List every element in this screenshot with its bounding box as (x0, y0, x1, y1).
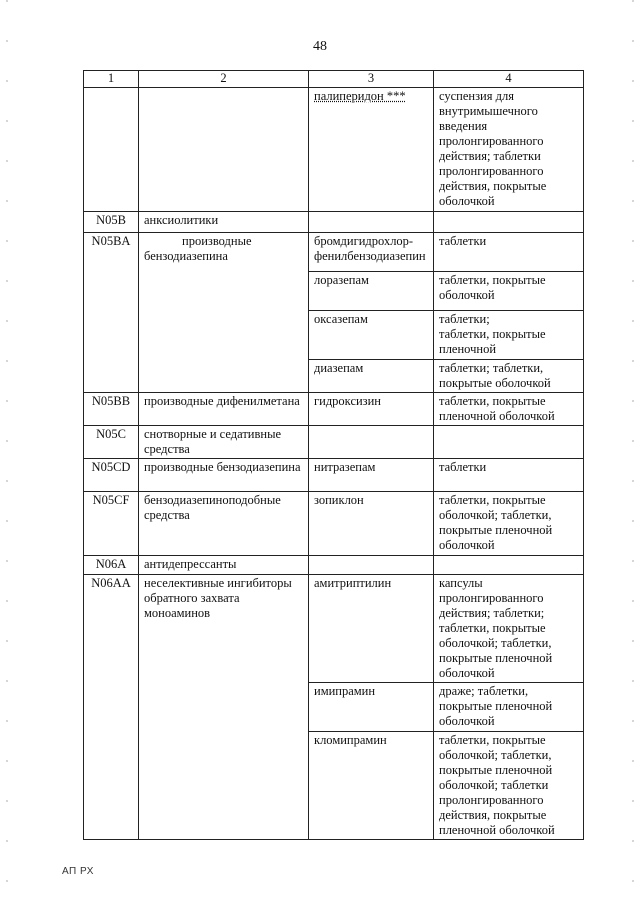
drug-cell: диазепам (309, 360, 434, 393)
form-cell (434, 556, 584, 575)
table-row (84, 233, 584, 272)
atc-code-cell: N06A (84, 556, 139, 575)
form-cell: таблетки, покрытые оболочкой; таблетки, покрытые пленочной оболочкой (434, 492, 584, 556)
atc-code-cell: N05BA (84, 233, 139, 393)
drug-cell: амитриптилин (309, 575, 434, 683)
form-cell: таблетки; таблетки, покрытые оболочкой (434, 360, 584, 393)
drug-classification-table (83, 70, 584, 840)
form-cell: капсулы пролонгированного действия; таблетки; таблетки, покрытые оболочкой; таблетки, покрытые пленочной оболочкой (434, 575, 584, 683)
atc-code-cell: N05BB (84, 393, 139, 426)
form-cell: таблетки (434, 459, 584, 492)
footer-stamp: АП РХ (62, 866, 94, 877)
header-cell-1: 1 (84, 71, 139, 88)
group-cell: бензодиазепиноподобные средства (139, 492, 309, 556)
group-cell: анксиолитики (139, 212, 309, 233)
table-row (84, 492, 584, 556)
drug-cell: кломипрамин (309, 732, 434, 840)
group-cell: антидепрессанты (139, 556, 309, 575)
table-row (84, 426, 584, 459)
group-cell: производные дифенилметана (139, 393, 309, 426)
form-cell: таблетки, покрытые оболочкой; таблетки, покрытые пленочной оболочкой; таблетки пролонгированного действия, покрытые пленочной оболочкой (434, 732, 584, 840)
drug-cell: лоразепам (309, 272, 434, 311)
header-cell-3: 3 (309, 71, 434, 88)
table-header-row (84, 71, 584, 88)
drug-cell: бромдигидрохлор-фенилбензодиазепин (309, 233, 434, 272)
right-edge-marks (632, 0, 634, 905)
drug-cell: гидроксизин (309, 393, 434, 426)
form-cell: таблетки, покрытые оболочкой (434, 272, 584, 311)
group-cell: снотворные и седативные средства (139, 426, 309, 459)
group-cell: производные бензодиазепина (139, 459, 309, 492)
table-row (84, 88, 584, 212)
atc-code-cell: N05B (84, 212, 139, 233)
left-edge-marks (6, 0, 8, 905)
drug-cell: оксазепам (309, 311, 434, 360)
table-row (84, 393, 584, 426)
header-cell-2: 2 (139, 71, 309, 88)
atc-code-cell (84, 88, 139, 212)
drug-cell (309, 556, 434, 575)
drug-cell: зопиклон (309, 492, 434, 556)
drug-cell (309, 426, 434, 459)
drug-cell (309, 212, 434, 233)
form-cell: драже; таблетки, покрытые пленочной оболочкой (434, 683, 584, 732)
atc-code-cell: N05CF (84, 492, 139, 556)
atc-code-cell: N05C (84, 426, 139, 459)
group-cell (139, 88, 309, 212)
form-cell (434, 426, 584, 459)
page-number: 48 (313, 39, 327, 54)
drug-cell: нитразепам (309, 459, 434, 492)
group-cell: производные бензодиазепина (139, 233, 309, 393)
form-cell: таблетки, покрытые пленочной оболочкой (434, 393, 584, 426)
table-row (84, 212, 584, 233)
drug-cell: имипрамин (309, 683, 434, 732)
form-cell: таблетки; таблетки, покрытые пленочной (434, 311, 584, 360)
form-cell: таблетки (434, 233, 584, 272)
atc-code-cell: N05CD (84, 459, 139, 492)
atc-code-cell: N06AA (84, 575, 139, 840)
drug-name-paliperidone: палиперидон *** (314, 89, 406, 103)
form-cell: суспензия для внутримышечного введения пролонгированного действия; таблетки пролонгированного действия, покрытые оболочкой (434, 88, 584, 212)
form-cell (434, 212, 584, 233)
table-row (84, 556, 584, 575)
table-row (84, 459, 584, 492)
header-cell-4: 4 (434, 71, 584, 88)
group-cell: неселективные ингибиторы обратного захвата моноаминов (139, 575, 309, 840)
table-row (84, 575, 584, 683)
drug-cell (309, 88, 434, 212)
